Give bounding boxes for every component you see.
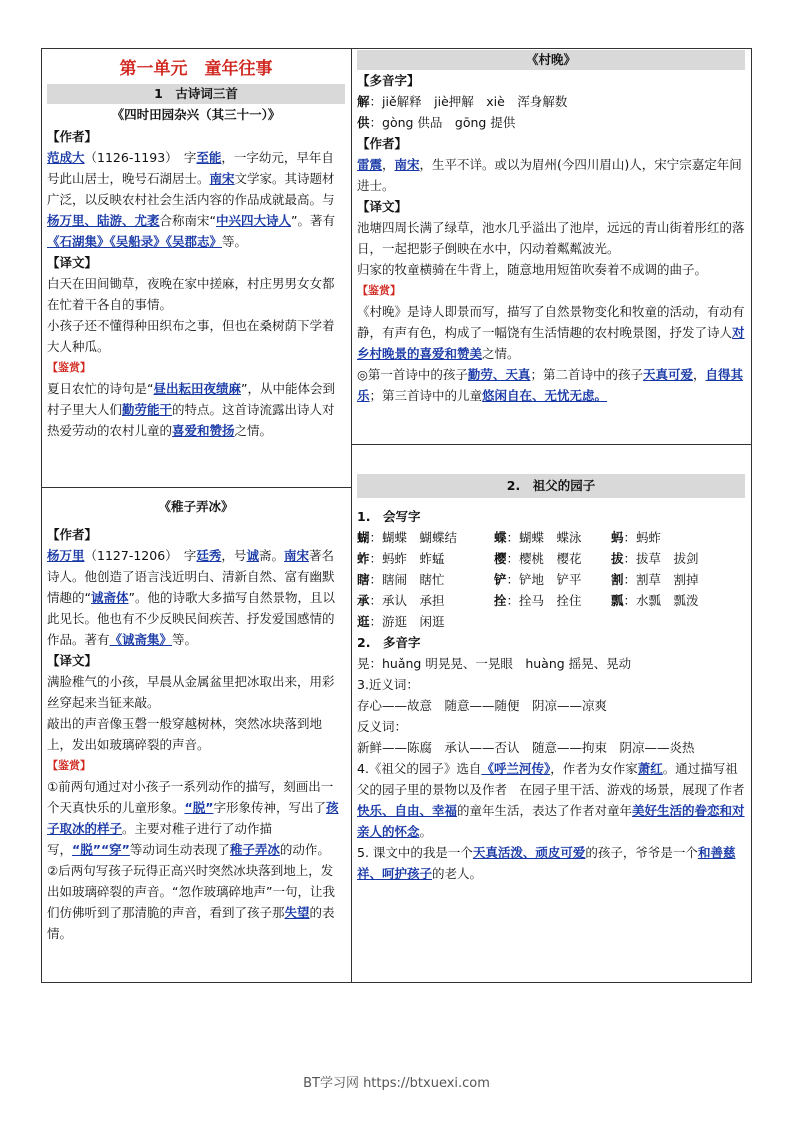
translation-line: 白天在田间锄草，夜晚在家中搓麻，村庄男男女女都在忙着干各自的事情。 [47, 276, 335, 312]
character-paragraph: 5. 课文中的我是一个天真活泼、顽皮可爱的孩子，爷爷是一个和善慈祥、呵护孩子的老人。 [357, 845, 736, 881]
translation-label: 【译文】 [47, 255, 98, 270]
author-label: 【作者】 [47, 129, 98, 144]
polyphone-label: 【多音字】 [357, 73, 420, 88]
poem-2-title: 《稚子弄冰》 [158, 499, 234, 514]
author-label: 【作者】 [47, 527, 98, 542]
appreciation-label: 【鉴赏】 [357, 284, 401, 297]
column-divider [351, 48, 352, 983]
translation-line: 满脸稚气的小孩，早晨从金属盆里把冰取出来，用彩丝穿起来当钲来敲。 [47, 674, 335, 710]
translation-line: 小孩子还不懂得种田织布之事，但也在桑树荫下学着大人种瓜。 [47, 318, 335, 354]
author-paragraph: 杨万里（1127-1206） 字廷秀，号诚斋。南宋著名诗人。他创造了语言浅近明白、清新自然、富有幽默情趣的“诚斋体”。他的诗歌大多描写自然景物，且以此见长。他也有不少反映民间疾苦、抒发爱国感情的作品。著有《诚斋集》等。 [47, 548, 335, 647]
cell-lesson-2 [357, 474, 745, 884]
polyphone-label: 2. 多音字 [357, 635, 421, 650]
write-words-row: 逛：游逛 闲逛 [357, 614, 445, 629]
cell-poem-2 [47, 496, 345, 944]
appreciation-label: 【鉴赏】 [47, 361, 91, 374]
polyphone-row: 供：gòng 供品 gōng 提供 [357, 115, 516, 130]
translation-line: 池塘四周长满了绿草，池水几乎溢出了池岸，远远的青山街着彤红的落日，一起把影子倒映在水中，闪动着粼粼波光。 [357, 220, 745, 256]
polyphone-row: 解：jiě解释 jiè押解 xiè 浑身解数 [357, 94, 568, 109]
author-label: 【作者】 [357, 136, 408, 151]
translation-line: 归家的牧童横骑在牛背上，随意地用短笛吹奏着不成调的曲子。 [357, 262, 708, 277]
write-words-label: 1. 会写字 [357, 509, 421, 524]
appreciation-paragraph-2: ②后两句写孩子玩得正高兴时突然冰块落到地上，发出如玻璃碎裂的声音。“忽作玻璃碎地声”一句，让我们仿佛听到了那清脆的声音，看到了孩子那失望的表情。 [47, 863, 335, 941]
lesson-2-bar: 2. 祖父的园子 [357, 474, 745, 498]
poem-1-title: 《四时田园杂兴（其三十一）》 [111, 107, 281, 122]
appreciation-paragraph: 夏日农忙的诗句是“昼出耘田夜绩麻”，从中能体会到村子里大人们勤劳能干的特点。这首诗流露出诗人对热爱劳动的农村儿童的喜爱和赞扬之情。 [47, 381, 335, 438]
footer-watermark: BT学习网 https://btxuexi.com [303, 1076, 490, 1091]
author-name: 范成大 [47, 150, 85, 165]
translation-label: 【译文】 [357, 199, 408, 214]
write-words-row: 瞎：瞎闹 瞎忙 铲：铲地 铲平 割：割草 割掉 [357, 572, 699, 587]
appreciation-paragraph: 《村晚》是诗人即景而写，描写了自然景物变化和牧童的活动，有动有静，有声有色，构成了一幅饶有生活情趣的农村晚景图，抒发了诗人对乡村晚景的喜爱和赞美之情。 [357, 304, 745, 361]
author-paragraph: 范成大（1126-1193） 字至能，一字幼元，早年自号此山居士，晚号石湖居士。南宋文学家。其诗题材广泛，以反映农村社会生活内容的作品成就最高。与杨万里、陆游、尤袤合称南宋“中兴四大诗人”。著有《石湖集》《吴船录》《吴郡志》等。 [47, 150, 335, 249]
write-words-row: 蝴：蝴蝶 蝴蝶结 蝶：蝴蝶 蝶泳 蚂：蚂蚱 [357, 530, 662, 545]
poem-3-title: 《村晚》 [357, 50, 745, 70]
write-words-row: 承：承认 承担 拴：拴马 拴住 瓢：水瓢 瓢泼 [357, 593, 699, 608]
unit-title: 第一单元 童年往事 [119, 59, 273, 79]
write-words-row: 蚱：蚂蚱 蚱蜢 樱：樱桃 樱花 拔：拔草 拔剑 [357, 551, 699, 566]
synonym-text: 存心——故意 随意——随便 阴凉——凉爽 [357, 698, 608, 713]
translation-line: 敲出的声音像玉磬一般穿越树林，突然冰块落到地上，发出如玻璃碎裂的声音。 [47, 716, 323, 752]
appreciation-label: 【鉴赏】 [47, 759, 91, 772]
lesson-1-bar: 1 古诗词三首 [47, 84, 345, 104]
translation-label: 【译文】 [47, 653, 98, 668]
polyphone-text: 晃：huǎng 明晃晃、一晃眼 huàng 摇晃、晃动 [357, 656, 632, 671]
cell-poem-1 [47, 50, 345, 441]
summary-paragraph: ◎第一首诗中的孩子勤劳、天真；第二首诗中的孩子天真可爱，自得其乐；第三首诗中的儿童悠闲自在、无忧无虑。 [357, 367, 743, 403]
source-paragraph: 4.《祖父的园子》选自《呼兰河传》，作者为女作家萧红。通过描写祖父的园子里的景物以及作者 在园子里干活、游戏的场景，展现了作者快乐、自由、幸福的童年生活，表达了作者对童年美好生活的眷恋和对亲人的怀念。 [357, 761, 745, 839]
antonym-label: 反义词： [357, 719, 408, 734]
cell-poem-3 [357, 50, 745, 406]
appreciation-paragraph-1: ①前两句通过对小孩子一系列动作的描写，刻画出一个天真快乐的儿童形象。“脱”字形象传神，写出了孩子取冰的样子。主要对稚子进行了动作描写，“脱”“穿”等动词生动表现了稚子弄冰的动作。 [47, 779, 339, 857]
antonym-text: 新鲜——陈腐 承认——否认 随意——拘束 阴凉——炎热 [357, 740, 695, 755]
synonym-label: 3.近义词： [357, 677, 419, 692]
left-separator [41, 487, 351, 488]
right-separator [351, 444, 752, 445]
author-paragraph: 雷震，南宋，生平不详。或以为眉州(今四川眉山)人，宋宁宗嘉定年间进士。 [357, 157, 742, 193]
